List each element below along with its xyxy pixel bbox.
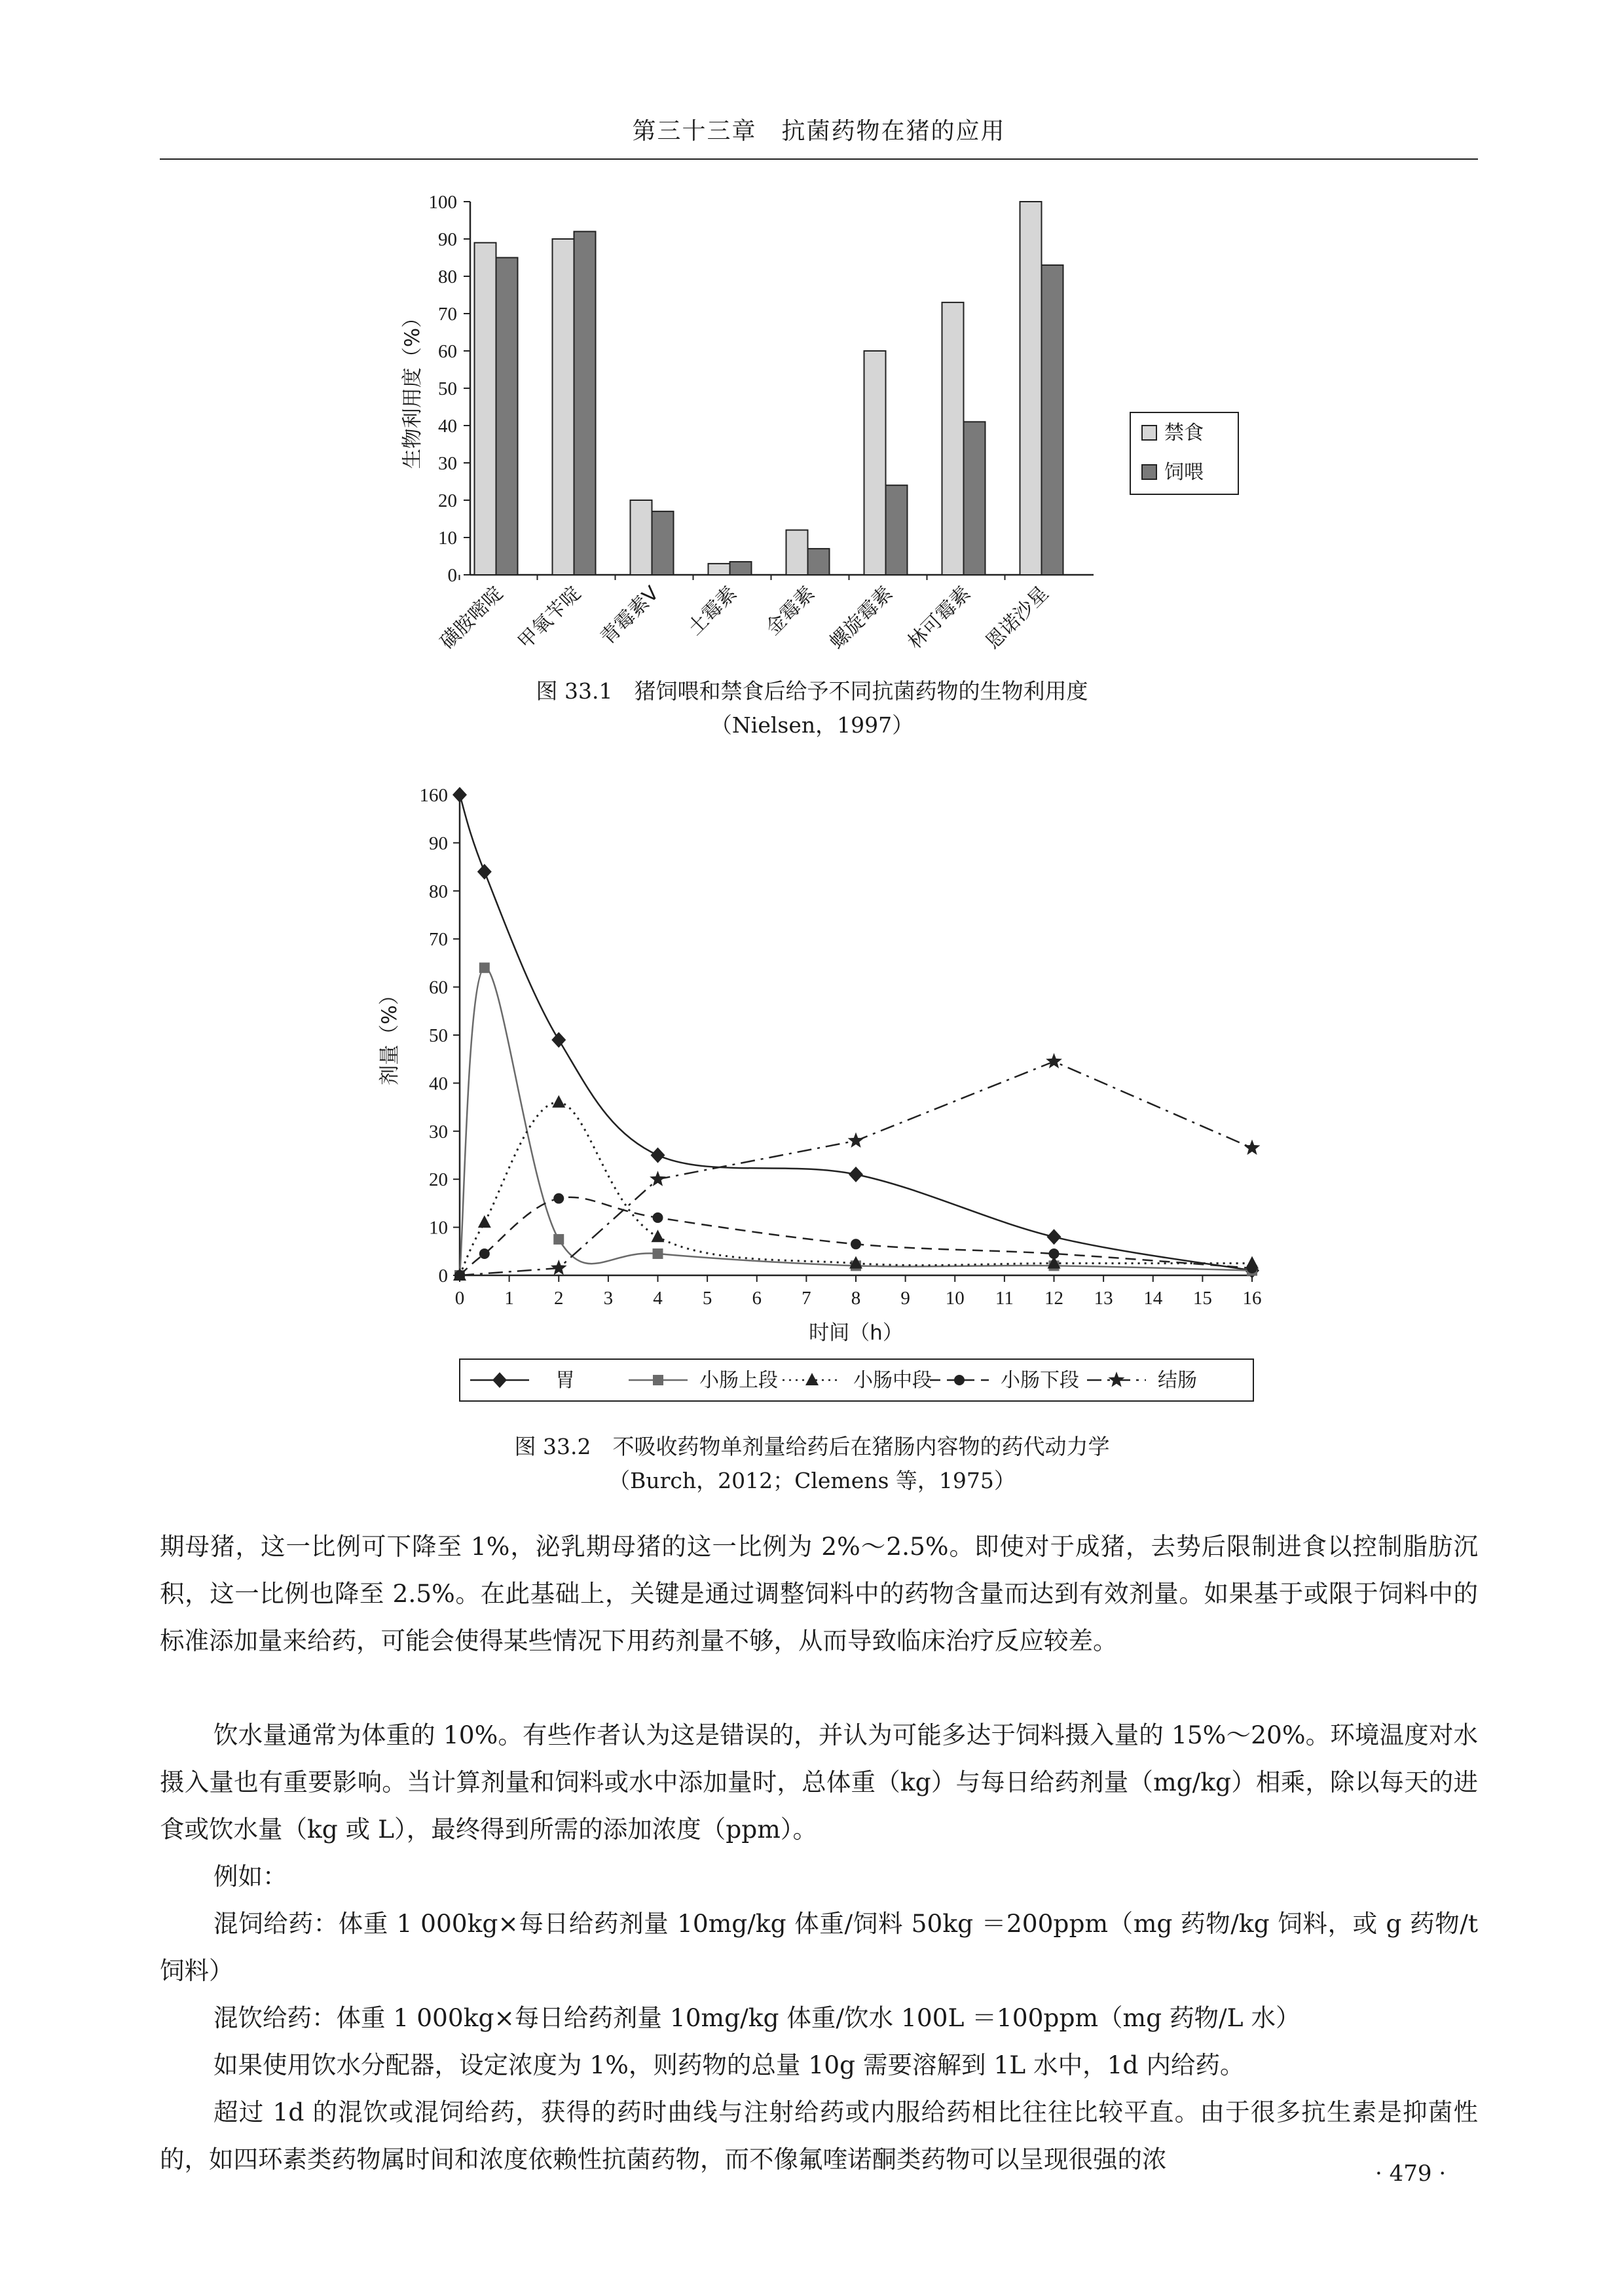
- point-stomach-5: [1047, 1229, 1061, 1245]
- running-header: 第三十三章 抗菌药物在猪的应用: [632, 118, 1006, 145]
- figure-33-2-caption: [0, 1430, 1624, 1498]
- bar-category-label-4: 金霉素: [761, 581, 820, 640]
- page-number: · 479 ·: [1375, 2160, 1447, 2187]
- paragraph-7: 超过 1d 的混饮或混饲给药，获得的药时曲线与注射给药或内服给药相比往往比较平直。由于很多抗生素是抑菌性的，如四环素类药物属时间和浓度依赖性抗菌药物，而不像氟喹诺酮类药物可以呈现很强的浓: [160, 2098, 1478, 2174]
- point-lower-small-intestine-4: [851, 1239, 861, 1249]
- line-x-tick-label-6: 6: [752, 1288, 762, 1309]
- bar-y-tick-label-80: 80: [438, 266, 457, 287]
- point-stomach-3-shape: [651, 1148, 665, 1163]
- figure-33-1-title: 图 33.1 猪饲喂和禁食后给予不同抗菌药物的生物利用度: [536, 678, 1088, 704]
- line-y-tick-label-30: 30: [429, 1121, 448, 1142]
- legend-label-stomach: 胃: [555, 1369, 575, 1392]
- line-y-tick-label-10: 10: [429, 1217, 448, 1239]
- point-colon-4: [1046, 1053, 1062, 1068]
- bar-y-tick-label-60: 60: [438, 341, 457, 362]
- paragraph-4: 混饲给药：体重 1 000kg×每日给药剂量 10mg/kg 体重/饲料 50kg ＝200ppm（mg 药物/kg 饲料，或 g 药物/t 饲料）: [160, 1909, 1478, 1985]
- bar-category-label-0: 磺胺嘧啶: [435, 581, 508, 654]
- paragraph-6: 如果使用饮水分配器，设定浓度为 1%，则药物的总量 10g 需要溶解到 1L 水中，1d 内给药。: [213, 2050, 1245, 2079]
- point-middle-small-intestine-1-shape: [478, 1215, 491, 1228]
- line-x-tick-label-7: 7: [802, 1288, 811, 1309]
- paragraph-5: 混饮给药：体重 1 000kg×每日给药剂量 10mg/kg 体重/饮水 100L ＝100ppm（mg 药物/L 水）: [213, 2003, 1301, 2032]
- point-stomach-2: [551, 1032, 566, 1048]
- legend-label-colon: 结肠: [1158, 1369, 1197, 1392]
- bar-y-tick-label-20: 20: [438, 490, 457, 511]
- point-stomach-3: [651, 1148, 665, 1163]
- point-lower-small-intestine-4-shape: [851, 1239, 861, 1249]
- point-lower-small-intestine-6: [1247, 1263, 1257, 1273]
- line-x-tick-label-3: 3: [603, 1288, 614, 1309]
- point-middle-small-intestine-1: [478, 1215, 491, 1228]
- line-x-tick-label-9: 9: [900, 1288, 910, 1309]
- bar-category-label-6: 林可霉素: [903, 581, 976, 654]
- point-upper-small-intestine-1: [479, 962, 490, 973]
- point-colon-5-shape: [1244, 1140, 1261, 1156]
- series-line-upper-small-intestine: [460, 968, 1252, 1275]
- figure-33-2-source: （Burch，2012；Clemens 等，1975）: [608, 1468, 1016, 1493]
- line-x-tick-label-0: 0: [454, 1288, 465, 1309]
- bar-y-tick-label-40: 40: [438, 416, 457, 437]
- point-upper-small-intestine-2: [553, 1234, 564, 1245]
- line-y-tick-label-50: 50: [429, 1025, 448, 1046]
- line-y-tick-label-60: 60: [429, 977, 448, 998]
- paragraph-3: 例如：: [213, 1862, 287, 1891]
- bar-y-tick-label-90: 90: [438, 229, 457, 250]
- series-line-stomach: [460, 795, 1252, 1271]
- line-y-tick-label-90: 90: [429, 833, 448, 854]
- line-x-tick-label-16: 16: [1242, 1288, 1262, 1309]
- line-x-tick-label-2: 2: [554, 1288, 564, 1309]
- bar-category-label-7: 恩诺沙星: [981, 581, 1054, 654]
- legend-label-lower-small-intestine: 小肠下段: [1001, 1369, 1079, 1392]
- line-x-axis-label: 时间（h）: [809, 1321, 903, 1345]
- point-lower-small-intestine-6-shape: [1247, 1263, 1257, 1273]
- point-lower-small-intestine-5: [1049, 1248, 1060, 1259]
- line-y-axis-label: 剂量（%）: [378, 985, 401, 1085]
- point-lower-small-intestine-3: [653, 1212, 663, 1223]
- point-colon-2-shape: [650, 1171, 666, 1186]
- point-lower-small-intestine-5-shape: [1049, 1248, 1060, 1259]
- point-lower-small-intestine-1: [479, 1248, 490, 1259]
- point-colon-1: [551, 1260, 567, 1275]
- figure-33-1-source: （Nielsen，1997）: [710, 712, 914, 738]
- point-colon-3-shape: [848, 1133, 864, 1148]
- bar-y-axis-label: 生物利用度（%）: [401, 307, 424, 469]
- line-y-tick-label-0: 0: [438, 1266, 448, 1286]
- point-lower-small-intestine-2: [553, 1194, 564, 1204]
- legend-label-middle-small-intestine: 小肠中段: [853, 1369, 932, 1392]
- point-stomach-4-shape: [849, 1167, 863, 1182]
- bar-category-label-1: 甲氧苄啶: [513, 581, 586, 654]
- point-middle-small-intestine-2-shape: [552, 1095, 565, 1108]
- bar-y-tick-label-70: 70: [438, 304, 457, 325]
- line-x-tick-label-14: 14: [1143, 1288, 1163, 1309]
- point-stomach-2-shape: [551, 1032, 566, 1048]
- line-y-tick-label-80: 80: [429, 881, 448, 902]
- line-y-tick-label-160: 160: [419, 785, 448, 806]
- line-x-tick-label-1: 1: [504, 1288, 514, 1309]
- line-y-tick-label-20: 20: [429, 1169, 448, 1191]
- legend-marker-upper-small-intestine-shape: [653, 1375, 663, 1385]
- paragraph-2: 饮水量通常为体重的 10%。有些作者认为这是错误的，并认为可能多达于饲料摄入量的 15%～20%。环境温度对水摄入量也有重要影响。当计算剂量和饲料或水中添加量时，总体重（kg）与每日给药剂量（mg/kg）相乘，除以每天的进食或饮水量（kg 或 L），最终得到所需的添加浓度（ppm）。: [160, 1721, 1478, 1844]
- point-upper-small-intestine-3: [653, 1248, 663, 1259]
- bar-y-tick-label-100: 100: [428, 192, 457, 213]
- line-x-tick-label-10: 10: [945, 1288, 965, 1309]
- legend-label-upper-small-intestine: 小肠上段: [699, 1369, 778, 1392]
- bar-category-label-3: 土霉素: [683, 581, 742, 640]
- line-x-tick-label-8: 8: [851, 1288, 861, 1309]
- bar-y-tick-label-10: 10: [438, 528, 457, 549]
- bar-legend-label-0: 禁食: [1164, 422, 1204, 445]
- bar-legend-label-1: 饲喂: [1164, 461, 1204, 484]
- point-middle-small-intestine-3-shape: [652, 1230, 665, 1242]
- paragraph-1: 期母猪，这一比例可下降至 1%，泌乳期母猪的这一比例为 2%～2.5%。即使对于成猪，去势后限制进食以控制脂肪沉积，这一比例也降至 2.5%。在此基础上，关键是通过调整饲料中的药物含量而达到有效剂量。如果基于或限于饲料中的标准添加量来给药，可能会使得某些情况下用药剂量不够，从而导致临床治疗反应较差。: [160, 1532, 1478, 1655]
- point-upper-small-intestine-3-shape: [653, 1248, 663, 1259]
- point-middle-small-intestine-2: [552, 1095, 565, 1108]
- point-stomach-0-shape: [452, 787, 467, 803]
- line-x-tick-label-5: 5: [702, 1288, 712, 1309]
- point-colon-2: [650, 1171, 666, 1186]
- line-x-tick-label-15: 15: [1192, 1288, 1212, 1309]
- point-lower-small-intestine-2-shape: [553, 1194, 564, 1204]
- legend-marker-lower-small-intestine-shape: [954, 1375, 965, 1385]
- bar-category-label-5: 螺旋霉素: [825, 581, 898, 654]
- point-colon-3: [848, 1133, 864, 1148]
- point-upper-small-intestine-1-shape: [479, 962, 490, 973]
- point-colon-1-shape: [551, 1260, 567, 1275]
- line-x-tick-label-12: 12: [1044, 1288, 1063, 1309]
- line-y-tick-label-70: 70: [429, 929, 448, 951]
- point-colon-5: [1244, 1140, 1261, 1156]
- legend-marker-lower-small-intestine: [954, 1375, 965, 1385]
- point-stomach-5-shape: [1047, 1229, 1061, 1245]
- line-x-tick-label-11: 11: [995, 1288, 1014, 1309]
- legend-marker-upper-small-intestine: [653, 1375, 663, 1385]
- bar-y-tick-label-0: 0: [447, 565, 457, 586]
- line-y-tick-label-40: 40: [429, 1073, 448, 1095]
- point-stomach-1: [477, 864, 492, 879]
- bar-y-tick-label-50: 50: [438, 378, 457, 399]
- point-stomach-4: [849, 1167, 863, 1182]
- line-x-tick-label-4: 4: [653, 1288, 663, 1309]
- point-upper-small-intestine-2-shape: [553, 1234, 564, 1245]
- point-middle-small-intestine-3: [652, 1230, 665, 1242]
- figure-33-2-title: 图 33.2 不吸收药物单剂量给药后在猪肠内容物的药代动力学: [514, 1434, 1110, 1459]
- point-colon-4-shape: [1046, 1053, 1062, 1068]
- point-lower-small-intestine-1-shape: [479, 1248, 490, 1259]
- point-lower-small-intestine-3-shape: [653, 1212, 663, 1223]
- line-x-tick-label-13: 13: [1094, 1288, 1113, 1309]
- bar-y-tick-label-30: 30: [438, 453, 457, 474]
- point-stomach-1-shape: [477, 864, 492, 879]
- point-stomach-0: [452, 787, 467, 803]
- bar-category-label-2: 青霉素V: [596, 581, 664, 649]
